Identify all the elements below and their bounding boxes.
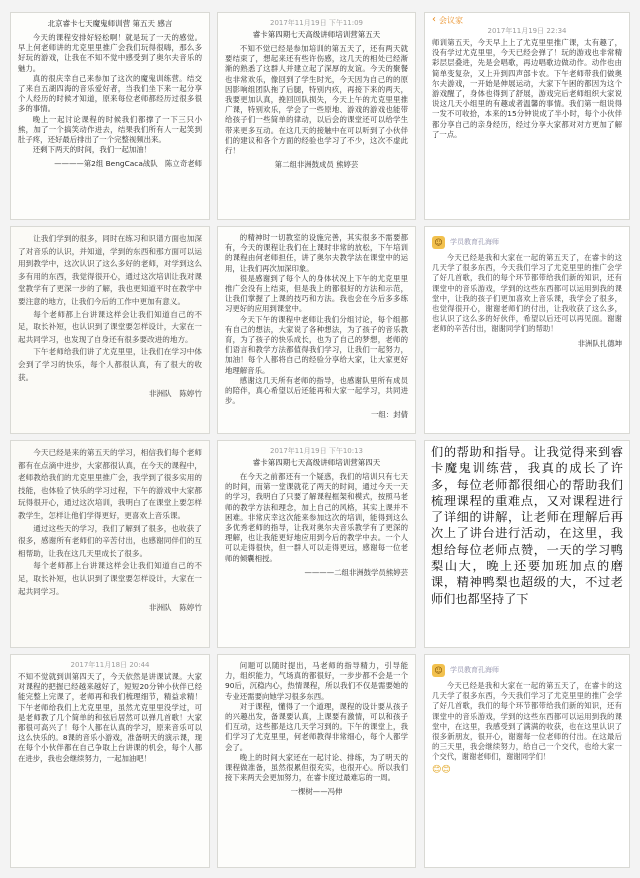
back-bar[interactable] — [432, 13, 622, 27]
card-paragraph: 晚上一起讨论课程的时候我们都撑了一下三只小熊，加了一个搞笑动作进去，结果我们所有人一起笑到肚子疼，还好最后排出了一个完整视频出来。 — [18, 114, 202, 145]
card-testimonial-3 — [424, 12, 630, 220]
card-paragraph: 每个老师都上台讲课这样会让我们知道自己的不足，取长补短，也认识到了课堂要怎样设计，大家在一起共同学习，也发现了自身还有很多要改进的地方。 — [18, 309, 202, 344]
card-title: 北京睿卡七天魔鬼师训营 第五天 感言 — [47, 19, 173, 28]
chevron-left-icon[interactable]: ‹ — [432, 14, 436, 25]
card-testimonial-11 — [217, 654, 416, 868]
card-testimonial-6 — [424, 226, 630, 434]
card-paragraph: 的精神时一切教室的设施完善，其实很多不需要都有，今天的课程让我们在上课时非常的放松，下午培训的课程由何老师担任，讲了奥尔夫教学法在课堂中的运用，让我们再次加深印象。 — [225, 233, 408, 273]
card-paragraph: 今天下午的课程中老师让我们分组讨论，每个组都有自己的想法，大家说了各种想法，为了孩子的音乐教育，为了孩子的快乐成长，也为了自己的梦想，老师的们语言和教学方法都值得我们学习，让我们一起努力，加油！每个人都将自己的经验分享给大家，让大家更好地理解音乐。 — [225, 314, 408, 375]
smile-emoji-icon: 😊😊 — [432, 764, 451, 775]
card-paragraph: 真的很庆幸自己来参加了这次的魔鬼训练营。结交了来自五湖四海的音乐爱好者，当我们坐下来一起分享个人经历的时候才知道，原来每位老师都经历过很多很多的事情。 — [18, 73, 202, 114]
card-testimonial-12 — [424, 654, 630, 868]
card-signature: 一组：封倩 — [371, 410, 408, 420]
card-paragraph: 下午老师给我们讲了尤克里里，让我们在学习中体会到了学习的快乐，每个人都很认真，有了很大的收获。 — [18, 347, 202, 382]
card-testimonial-1 — [10, 12, 210, 220]
card-timestamp: 2017年11月18日 20:44 — [70, 661, 150, 669]
group-name: 学员教育孔海师 — [450, 238, 499, 246]
card-paragraph: 今天已经是我和大家在一起的第五天了，在睿卡的这几天学了很多东西，今天我们学习了尤克里里的推广会学了好几首歌，我们的每个环节都带给我们新的知识，还有课堂中的音乐游戏，学到的这些东西都可以运用到我的课堂中，在这里，我感受到了满满的收获，也在这里认识了很多新朋友，很开心，谢谢每一位老师的付出。在这最后的三天里，我会继续努力，给自己一个交代，也给大家一个交代，谢谢老师们，谢谢同学们！ — [432, 681, 622, 762]
card-paragraph: 每个老师都上台讲课这样会让我们知道自己的不足，取长补短，也认识到了课堂要怎样设计，大家在一起共同学习。 — [18, 561, 202, 596]
card-testimonial-10 — [10, 654, 210, 868]
card-paragraph: 很是感谢到了每个人的身体状况上下午的尤克里里推广会没有上结束，但是我上的都很好的方法和示范，让我们掌握了上课的技巧和方法。我也会在今后多多练习更好的应用到课堂中。 — [225, 273, 408, 314]
card-signature: 非洲队 陈婷竹 — [148, 603, 202, 613]
group-name: 学员教育孔海师 — [450, 666, 499, 674]
card-paragraph: 师训第五天，今天早上上了尤克里里推广课，太有趣了，没有学过尤克里里，今天已经会弹了！玩的游戏也非常精彩层层叠进，先是会唱歌，再边唱歌边做动作。动作也由简单变复杂，又上升到四声部卡农。下午老师带我们做奥尔夫游戏，一开始是伸展运动，大家下午困的都因为这个游戏醒了，身体也得到了舒展，游戏完后老师组织大家说说这几天小组里的有趣或者温馨的事情。我们第一组说得一发不可收拾，本来的15分钟说成了半小时，每个小伙伴都分享自己的亲身经历，经过分享大家都对对方更加了解了一点。 — [432, 38, 622, 139]
card-paragraph: 在今天之前都还有一个疑惑，我们的培训只有七天的时间，而第一堂课就花了两天的时间，通过今天一天的学习，我明白了只要了解课程框架和模式，按照马老师的教学方法和理念，加上自己的风格，其实上课并不困难。非常庆幸这次能来参加这次的培训，能得到这么多优秀老师的指导，让我对奥尔夫音乐教学有了更深的理解，也让我能更好地应用到今后的教学中去。一个人可以走得很快，但一群人可以走得更远，感谢每一位老师的倾囊相授。 — [225, 472, 408, 563]
card-paragraph: 感谢这几天所有老师的指导，也感谢队里所有成员的陪伴，真心希望以后还能再和大家一起学习，共同进步。 — [225, 375, 408, 406]
card-timestamp: 2017年11月19日 下午11:09 — [269, 19, 364, 27]
card-title: 睿卡第四期七天高级讲师培训营第四天 — [252, 458, 381, 467]
card-testimonial-2 — [217, 12, 416, 220]
card-paragraph: 今天的课程安排好轻松啊！就是玩了一天的感觉。早上何老师讲的尤克里里推广会我们玩得很嗨，那么多好玩的游戏，让我在不知不觉中感受到了奥尔夫音乐的魅力。 — [18, 33, 202, 73]
card-testimonial-7 — [10, 440, 210, 648]
chat-header — [432, 661, 622, 679]
card-paragraph: 晚上的时间大家还在一起讨论、排练，为了明天的课程做准备，虽然很累但很充实，也很开心。所以我们接下来两天会更加努力，在睿卡度过最难忘的一周。 — [225, 752, 408, 783]
card-testimonial-5 — [217, 226, 416, 434]
card-signature: 第二组非洲鼓成员 熊婷芸 — [274, 160, 359, 170]
card-signature: 非洲队扎德坤 — [577, 338, 622, 348]
card-signature: 非洲队 陈婷竹 — [148, 389, 202, 399]
card-signature: ————二组非洲鼓学员熊婷芸 — [304, 567, 408, 577]
avatar[interactable]: ☺ — [432, 664, 445, 677]
card-paragraph: 还剩下两天的时间，我们一起加油！ — [32, 145, 152, 155]
card-paragraph: 们的帮助和指导。让我觉得来到睿卡魔鬼训练营，我真的成长了许多，每位老师都很细心的帮助我们梳理课程的重难点，又对课程进行了详细的讲解，让老师在理解后再次上了讲台进行活动，在这里，我想给每位老师点赞，一天的学习鸭梨山大，晚上还要加班加点的磨课，精神鸭梨也超级的大，不过老师们也都坚持了下 — [431, 445, 623, 606]
card-timestamp: 2017年11月19日 22:34 — [487, 27, 567, 35]
card-paragraph: 今天已经是来的第五天的学习，相信我们每个老师都有在点滴中进步，大家都很认真，在今天的课程中，老师教给我们的尤克里里推广会，我学到了很多实用的技能，也体验了快乐的学习过程，下午的游戏中大家都玩得很开心，通过这次培训，我明白了在课堂上要怎样教学生，怎样让他们学得更好，更喜欢上音乐课。 — [18, 448, 202, 520]
chat-header — [432, 233, 622, 251]
back-label[interactable]: 会议家 — [439, 15, 463, 25]
card-signature: ————第2组 BengCaca战队 陈立奇老师 — [54, 159, 202, 169]
card-paragraph: 让我们学到的很多，同时在练习和识谱方面也加深了对音乐的认识，并知道，学到的东西和那方面可以运用到教学中，这次认识了这么多好的老师，对学到这么多有用的东西，我觉得很开心，通过这次培训让我对课堂教学有了更深一步的了解，我也更知道平时在教学中要注意的地方，让我们今后的工作中更加有意义。 — [18, 234, 202, 306]
card-paragraph: 问题可以随时提出，马老师的指导精力，引导能力，组织能力，气场真的都很好，一步步都不会是一个90后，沉稳内心，热情课程，所以我们不仅是需要她的专业还需要向她学习很多东西。 — [225, 661, 408, 701]
card-testimonial-4 — [10, 226, 210, 434]
card-testimonial-8 — [217, 440, 416, 648]
card-testimonial-9 — [424, 440, 630, 648]
card-paragraph: 不知不觉已经是参加培训的第五天了，还有两天就要结束了，想起来还有些许伤感，这几天的相处已经渐渐的熟悉了这群人并建立起了深厚的友谊。今天的聚餐也非常欢乐，像回到了学生时光，今天因为自己的的原因影响组团队拖了后腿，特别内疚，再接下来的两天，我要更加认真，挽回回队损失，今天上午的尤克里里推广课，特别欢乐，学会了一些原地、游戏的游戏也能带给孩子们一些简单的律动，以后会的课堂还可以给学生带来更多互动。在这几天的接触中在可以听到了小伙伴们的建议和各个方面的经验也学习了不少，这次不虚此行！ — [225, 44, 408, 156]
card-signature: 一棵树——冯伸 — [290, 787, 343, 797]
card-title: 睿卡第四期七天高级讲师培训营第五天 — [252, 30, 381, 39]
card-paragraph: 通过这些天的学习，我们了解到了很多，也收获了很多，感谢所有老师们的辛苦付出，也感谢同伴们的互相帮助，让我在这几天里成长了很多。 — [18, 523, 202, 558]
avatar[interactable]: ☺ — [432, 236, 445, 249]
card-paragraph: 不知不觉就到训第四天了，今天依然是讲课试课。大家对课程的把握已经越来越好了，短短20分钟小伙伴已经能完整上完课了，老师再和我们梳理细节，精益求精！下午老师给我们上尤克里里，虽然尤克里里没学过，可是老师教了几个简单的和弦后居然可以弹几首歌！大家都很可高兴了！每个人都在认真的学习，原来音乐可以这么快乐的。8课的音乐小游戏，准备明天的演示课，现在每个小伙伴都在自己争取上台讲课的机会，每个人都在进步，我也会继续努力，一起加油吧！ — [18, 672, 202, 763]
card-paragraph: 今天已经是我和大家在一起的第五天了，在睿卡的这几天学了很多东西，今天我们学习了尤克里里的推广会学了好几首歌，我们的每个环节都带给我们新的知识，还有课堂中的音乐游戏，学到的这些东西都可以运用到我的课堂中，让我的孩子们更加喜欢上音乐课，我学会了很多，也觉得很开心，谢谢老师们的付出，让我收获了这么多，也认识了这么多的好伙伴，希望以后还可以再见面。谢谢老师的辛苦付出，谢谢同学们的帮助！ — [432, 253, 622, 334]
card-timestamp: 2017年11月19日 下午10:13 — [269, 447, 364, 455]
card-paragraph: 对于课程，懂得了一个道理，课程的设计要从孩子的兴趣出发，备课要认真，上课要有激情，可以和孩子们互动，这些都是这几天学习到的。下午的课堂上，我们学习了尤克里里，何老师教得非常细心，每个人都学会了。 — [225, 701, 408, 752]
